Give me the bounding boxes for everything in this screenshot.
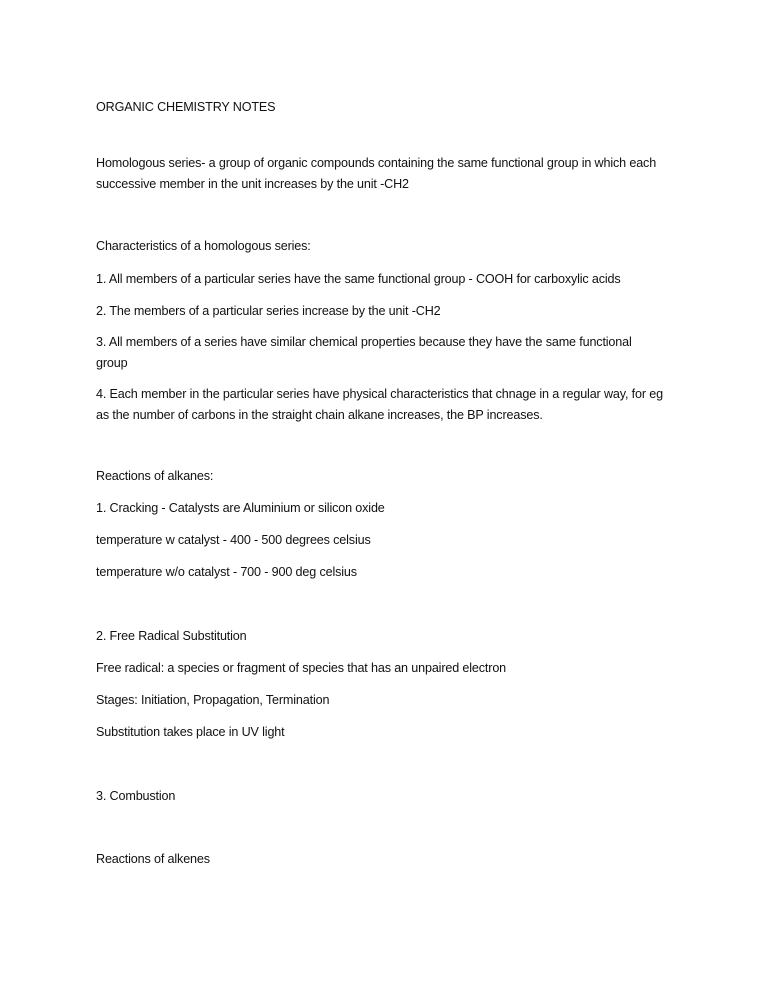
list-item: 1. Cracking - Catalysts are Aluminium or silicon oxide: [96, 501, 385, 515]
list-item-continued: group: [96, 356, 128, 370]
note-line: Substitution takes place in UV light: [96, 725, 285, 739]
document-title: ORGANIC CHEMISTRY NOTES: [96, 100, 276, 114]
list-item: 2. Free Radical Substitution: [96, 629, 247, 643]
section-heading: Reactions of alkenes: [96, 852, 210, 866]
definition-line: Homologous series- a group of organic compounds containing the same functional group in which each: [96, 156, 657, 170]
section-heading: Characteristics of a homologous series:: [96, 239, 311, 253]
list-item: 4. Each member in the particular series have physical characteristics that chnage in a regular way, for eg: [96, 387, 663, 401]
section-heading: Reactions of alkanes:: [96, 469, 214, 483]
note-line: temperature w catalyst - 400 - 500 degrees celsius: [96, 533, 371, 547]
list-item: 3. All members of a series have similar chemical properties because they have the same functional: [96, 335, 632, 349]
list-item-continued: as the number of carbons in the straight chain alkane increases, the BP increases.: [96, 408, 543, 422]
note-line: Stages: Initiation, Propagation, Termination: [96, 693, 330, 707]
note-line: Free radical: a species or fragment of species that has an unpaired electron: [96, 661, 507, 675]
list-item: 3. Combustion: [96, 789, 176, 803]
note-line: temperature w/o catalyst - 700 - 900 deg celsius: [96, 565, 357, 579]
definition-line: successive member in the unit increases by the unit -CH2: [96, 177, 409, 191]
list-item: 1. All members of a particular series have the same functional group - COOH for carboxylic acids: [96, 272, 621, 286]
list-item: 2. The members of a particular series increase by the unit -CH2: [96, 304, 441, 318]
